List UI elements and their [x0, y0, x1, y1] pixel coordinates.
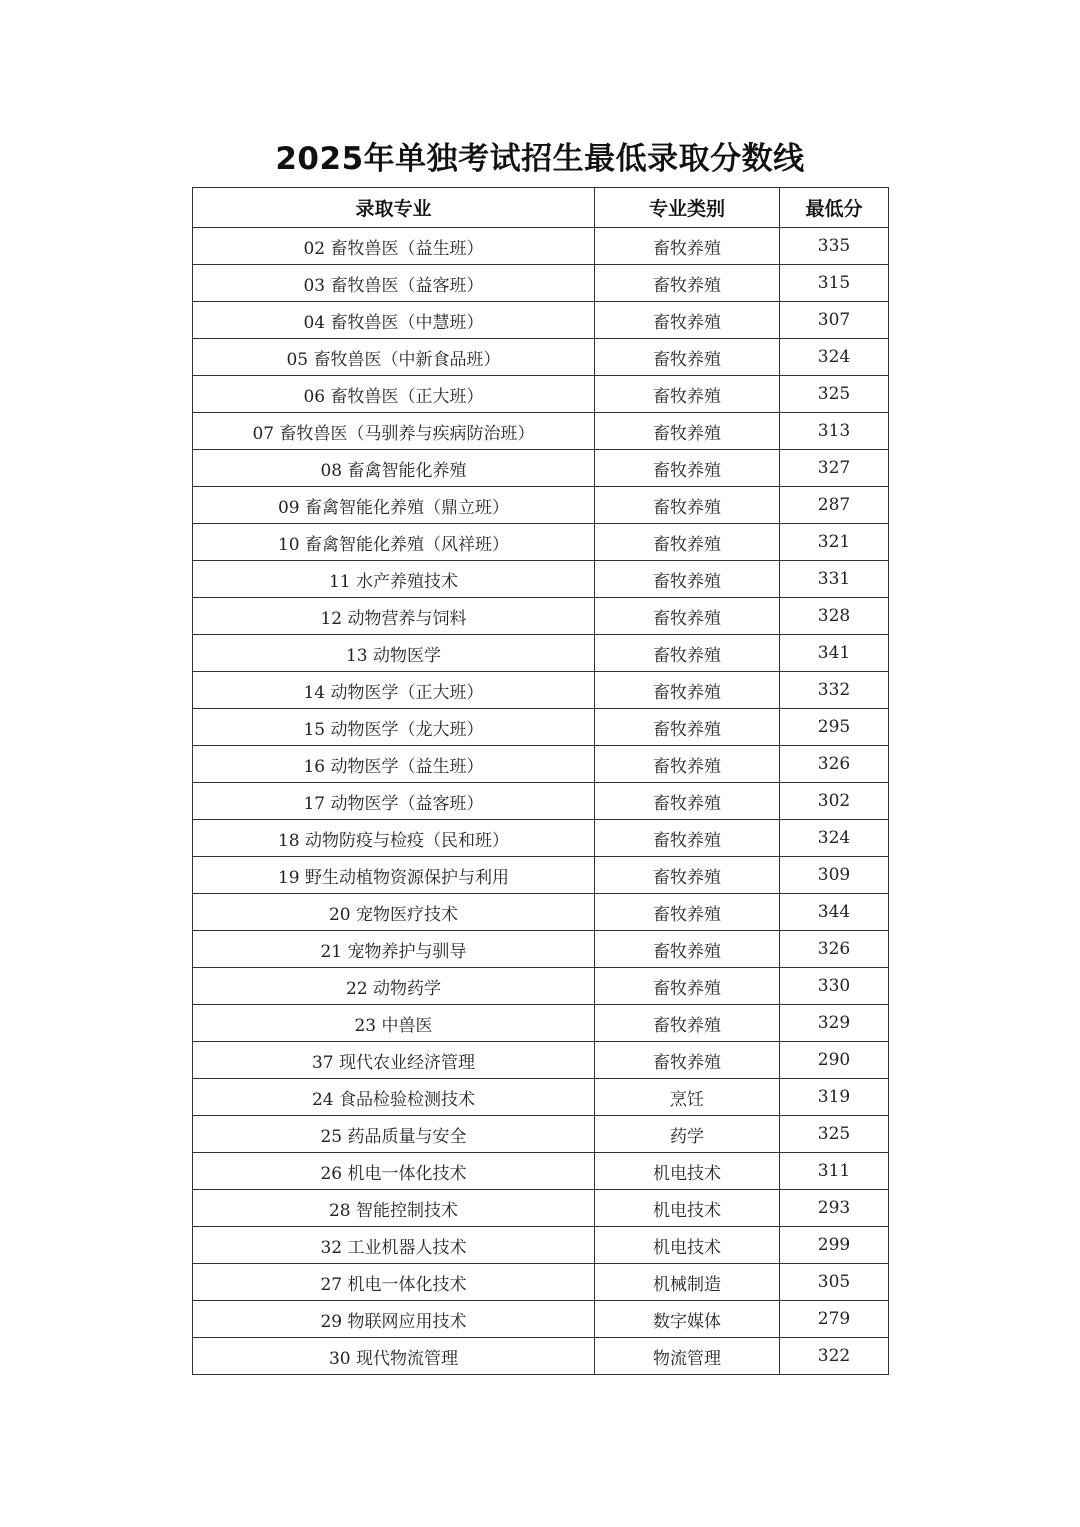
category-cell: 畜牧养殖	[595, 820, 780, 857]
min-score-cell: 341	[780, 635, 889, 672]
major-cell: 20 宠物医疗技术	[193, 894, 595, 931]
table-row	[193, 931, 889, 968]
category-cell: 畜牧养殖	[595, 302, 780, 339]
min-score-cell: 324	[780, 339, 889, 376]
category-cell: 畜牧养殖	[595, 561, 780, 598]
min-score-cell: 290	[780, 1042, 889, 1079]
min-score-cell: 319	[780, 1079, 889, 1116]
min-score-cell: 287	[780, 487, 889, 524]
min-score-cell: 309	[780, 857, 889, 894]
category-cell: 畜牧养殖	[595, 635, 780, 672]
category-cell: 机电技术	[595, 1190, 780, 1227]
major-cell: 21 宠物养护与驯导	[193, 931, 595, 968]
category-cell: 烹饪	[595, 1079, 780, 1116]
table-row	[193, 413, 889, 450]
min-score-cell: 331	[780, 561, 889, 598]
min-score-cell: 293	[780, 1190, 889, 1227]
category-cell: 畜牧养殖	[595, 450, 780, 487]
table-row	[193, 1005, 889, 1042]
min-score-cell: 324	[780, 820, 889, 857]
table-row	[193, 857, 889, 894]
major-cell: 32 工业机器人技术	[193, 1227, 595, 1264]
table-body	[193, 228, 889, 1375]
table-row	[193, 635, 889, 672]
category-cell: 畜牧养殖	[595, 746, 780, 783]
category-cell: 畜牧养殖	[595, 598, 780, 635]
table-row	[193, 1190, 889, 1227]
table-row	[193, 1338, 889, 1375]
category-cell: 畜牧养殖	[595, 228, 780, 265]
major-cell: 18 动物防疫与检疫（民和班）	[193, 820, 595, 857]
min-score-cell: 279	[780, 1301, 889, 1338]
min-score-cell: 329	[780, 1005, 889, 1042]
table-row	[193, 339, 889, 376]
category-cell: 畜牧养殖	[595, 376, 780, 413]
table-row	[193, 1116, 889, 1153]
major-cell: 23 中兽医	[193, 1005, 595, 1042]
min-score-cell: 327	[780, 450, 889, 487]
table-row	[193, 820, 889, 857]
min-score-cell: 321	[780, 524, 889, 561]
major-cell: 10 畜禽智能化养殖（风祥班）	[193, 524, 595, 561]
category-cell: 畜牧养殖	[595, 524, 780, 561]
category-cell: 机电技术	[595, 1153, 780, 1190]
table-row	[193, 1079, 889, 1116]
major-cell: 15 动物医学（龙大班）	[193, 709, 595, 746]
major-cell: 13 动物医学	[193, 635, 595, 672]
min-score-cell: 328	[780, 598, 889, 635]
table-row	[193, 598, 889, 635]
table-row	[193, 709, 889, 746]
table-row	[193, 1264, 889, 1301]
table-row	[193, 228, 889, 265]
major-cell: 07 畜牧兽医（马驯养与疾病防治班）	[193, 413, 595, 450]
min-score-cell: 326	[780, 931, 889, 968]
table-row	[193, 561, 889, 598]
category-cell: 畜牧养殖	[595, 709, 780, 746]
category-cell: 畜牧养殖	[595, 265, 780, 302]
table-row	[193, 376, 889, 413]
major-cell: 25 药品质量与安全	[193, 1116, 595, 1153]
category-cell: 畜牧养殖	[595, 339, 780, 376]
table-row	[193, 783, 889, 820]
table-row	[193, 1227, 889, 1264]
major-cell: 12 动物营养与饲料	[193, 598, 595, 635]
category-cell: 药学	[595, 1116, 780, 1153]
major-cell: 29 物联网应用技术	[193, 1301, 595, 1338]
min-score-cell: 332	[780, 672, 889, 709]
major-cell: 05 畜牧兽医（中新食品班）	[193, 339, 595, 376]
major-cell: 02 畜牧兽医（益生班）	[193, 228, 595, 265]
major-cell: 30 现代物流管理	[193, 1338, 595, 1375]
major-cell: 27 机电一体化技术	[193, 1264, 595, 1301]
major-cell: 14 动物医学（正大班）	[193, 672, 595, 709]
min-score-cell: 307	[780, 302, 889, 339]
major-cell: 03 畜牧兽医（益客班）	[193, 265, 595, 302]
category-cell: 畜牧养殖	[595, 672, 780, 709]
table-row	[193, 672, 889, 709]
min-score-cell: 311	[780, 1153, 889, 1190]
admission-score-table	[192, 187, 889, 1375]
category-cell: 畜牧养殖	[595, 1005, 780, 1042]
table-row	[193, 894, 889, 931]
major-cell: 22 动物药学	[193, 968, 595, 1005]
table-row	[193, 1301, 889, 1338]
column-header-min-score: 最低分	[780, 188, 889, 228]
major-cell: 09 畜禽智能化养殖（鼎立班）	[193, 487, 595, 524]
category-cell: 畜牧养殖	[595, 968, 780, 1005]
table-row	[193, 265, 889, 302]
min-score-cell: 326	[780, 746, 889, 783]
category-cell: 畜牧养殖	[595, 894, 780, 931]
major-cell: 28 智能控制技术	[193, 1190, 595, 1227]
table-header-row	[193, 188, 889, 228]
min-score-cell: 302	[780, 783, 889, 820]
min-score-cell: 322	[780, 1338, 889, 1375]
min-score-cell: 330	[780, 968, 889, 1005]
major-cell: 26 机电一体化技术	[193, 1153, 595, 1190]
table-row	[193, 487, 889, 524]
category-cell: 畜牧养殖	[595, 931, 780, 968]
min-score-cell: 313	[780, 413, 889, 450]
min-score-cell: 344	[780, 894, 889, 931]
column-header-category: 专业类别	[595, 188, 780, 228]
major-cell: 11 水产养殖技术	[193, 561, 595, 598]
min-score-cell: 315	[780, 265, 889, 302]
min-score-cell: 325	[780, 376, 889, 413]
category-cell: 畜牧养殖	[595, 413, 780, 450]
min-score-cell: 295	[780, 709, 889, 746]
major-cell: 04 畜牧兽医（中慧班）	[193, 302, 595, 339]
table-row	[193, 524, 889, 561]
category-cell: 机电技术	[595, 1227, 780, 1264]
major-cell: 19 野生动植物资源保护与利用	[193, 857, 595, 894]
category-cell: 畜牧养殖	[595, 1042, 780, 1079]
major-cell: 24 食品检验检测技术	[193, 1079, 595, 1116]
table-row	[193, 302, 889, 339]
category-cell: 数字媒体	[595, 1301, 780, 1338]
major-cell: 37 现代农业经济管理	[193, 1042, 595, 1079]
category-cell: 物流管理	[595, 1338, 780, 1375]
table-row	[193, 968, 889, 1005]
table-row	[193, 1042, 889, 1079]
major-cell: 16 动物医学（益生班）	[193, 746, 595, 783]
category-cell: 畜牧养殖	[595, 857, 780, 894]
major-cell: 08 畜禽智能化养殖	[193, 450, 595, 487]
major-cell: 06 畜牧兽医（正大班）	[193, 376, 595, 413]
major-cell: 17 动物医学（益客班）	[193, 783, 595, 820]
table-row	[193, 746, 889, 783]
table-row	[193, 450, 889, 487]
page-title: 2025年单独考试招生最低录取分数线	[275, 141, 805, 177]
min-score-cell: 325	[780, 1116, 889, 1153]
min-score-cell: 335	[780, 228, 889, 265]
category-cell: 畜牧养殖	[595, 487, 780, 524]
min-score-cell: 305	[780, 1264, 889, 1301]
category-cell: 畜牧养殖	[595, 783, 780, 820]
column-header-major: 录取专业	[193, 188, 595, 228]
category-cell: 机械制造	[595, 1264, 780, 1301]
table-row	[193, 1153, 889, 1190]
min-score-cell: 299	[780, 1227, 889, 1264]
